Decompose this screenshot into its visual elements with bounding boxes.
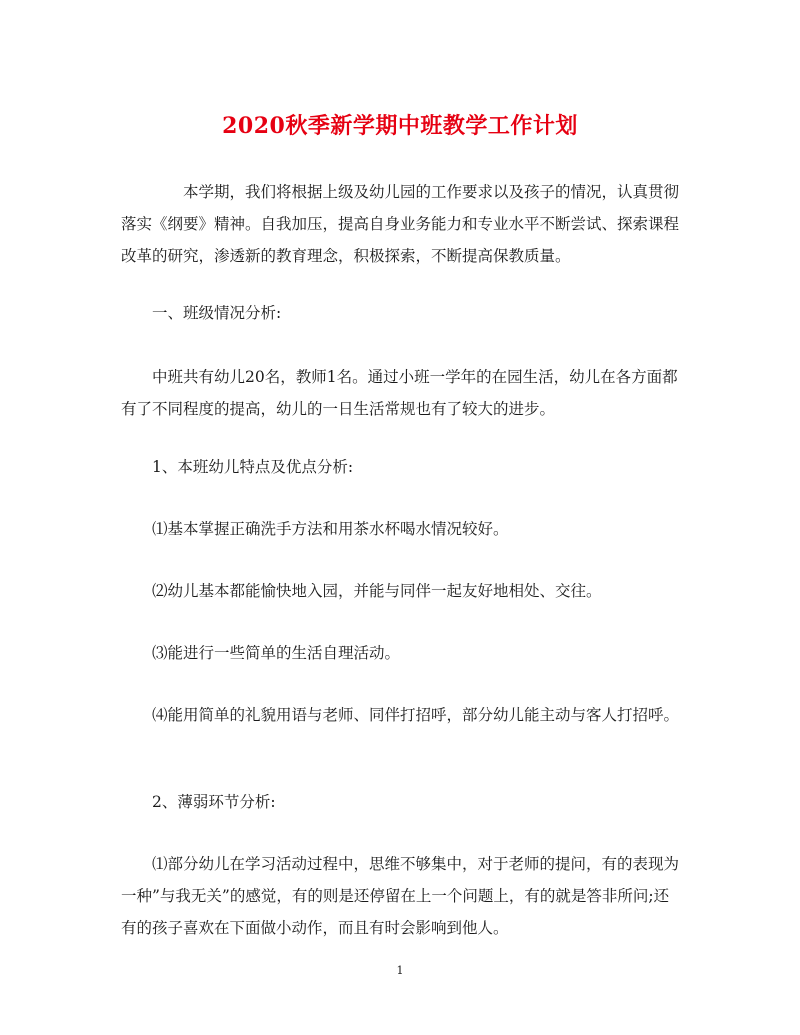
list-item-weakness-1: ⑴部分幼儿在学习活动过程中，思维不够集中，对于老师的提问，有的表现为一种”与我无关”的感觉，有的则是还停留在上一个问题上，有的就是答非所问;还有的孩子喜欢在下面做小动作，而且有时会影响到他人。	[121, 855, 680, 937]
list-item-strength-4: ⑷能用简单的礼貌用语与老师、同伴打招呼，部分幼儿能主动与客人打招呼。	[152, 706, 680, 724]
list-item-strength-2: ⑵幼儿基本都能愉快地入园，并能与同伴一起友好地相处、交往。	[152, 582, 602, 600]
heading-strengths: 1、本班幼儿特点及优点分析:	[152, 458, 354, 476]
heading-weaknesses: 2、薄弱环节分析:	[152, 793, 276, 811]
list-item-strength-3: ⑶能进行一些简单的生活自理活动。	[152, 644, 401, 662]
document-title: 2020秋季新学期中班教学工作计划	[222, 113, 578, 139]
list-item-strength-1: ⑴基本掌握正确洗手方法和用茶水杯喝水情况较好。	[152, 520, 509, 538]
heading-class-analysis: 一、班级情况分析:	[152, 304, 282, 322]
paragraph-class-overview: 中班共有幼儿20名，教师1名。通过小班一学年的在园生活，幼儿在各方面都有了不同程度的提高，幼儿的一日生活常规也有了较大的进步。	[121, 368, 678, 418]
page-number: 1	[396, 964, 404, 977]
paragraph-intro: 本学期，我们将根据上级及幼儿园的工作要求以及孩子的情况，认真贯彻落实《纲要》精神。自我加压，提高自身业务能力和专业水平不断尝试、探索课程改革的研究，渗透新的教育理念，积极探索，不断提高保教质量。	[121, 183, 680, 265]
